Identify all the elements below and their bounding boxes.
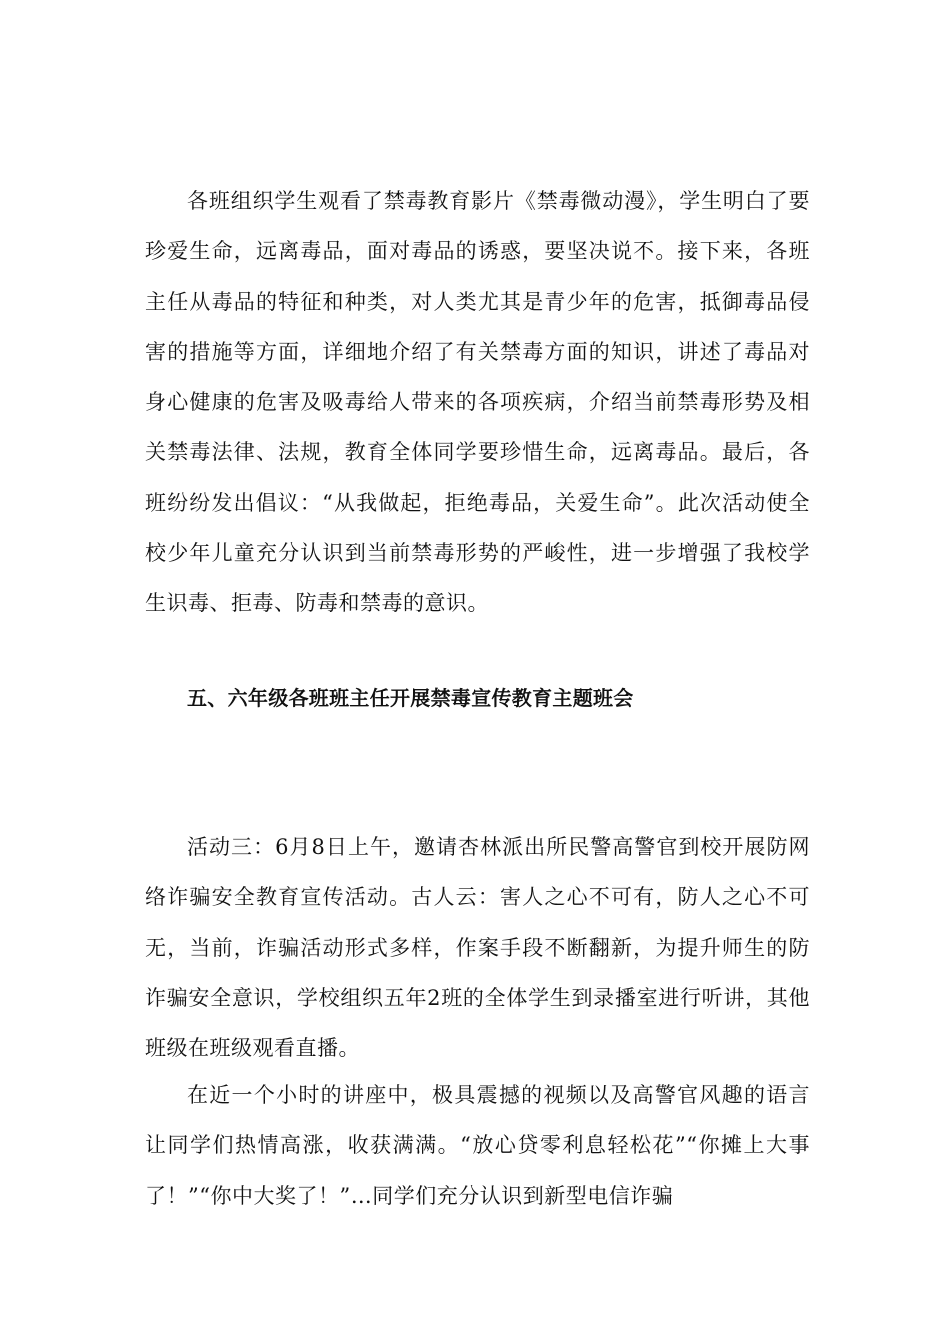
section-heading: 五、六年级各班班主任开展禁毒宣传教育主题班会 (187, 686, 634, 710)
paragraph-anti-drug-film: 各班组织学生观看了禁毒教育影片《禁毒微动漫》，学生明白了要珍爱生命，远离毒品，面对毒品的诱惑，要坚决说不。接下来，各班主任从毒品的特征和种类，对人类尤其是青少年的危害，抵御毒品侵害的措施等方面，详细地介绍了有关禁毒方面的知识，讲述了毒品对身心健康的危害及吸毒给人带来的各项疾病，介绍当前禁毒形势及相关禁毒法律、法规，教育全体同学要珍惜生命，远离毒品。最后，各班纷纷发出倡议：“从我做起，拒绝毒品，关爱生命”。此次活动使全校少年儿童充分认识到当前禁毒形势的严峻性，进一步增强了我校学生识毒、拒毒、防毒和禁毒的意识。 (145, 189, 810, 616)
paragraph-activity-three: 活动三：6月8日上午，邀请杏林派出所民警高警官到校开展防网络诈骗安全教育宣传活动。古人云：害人之心不可有，防人之心不可无，当前，诈骗活动形式多样，作案手段不断翻新，为提升师生的防诈骗安全意识，学校组织五年2班的全体学生到录播室进行听讲，其他班级在班级观看直播。 (145, 835, 810, 1061)
paragraph-lecture: 在近一个小时的讲座中，极具震撼的视频以及高警官风趣的语言让同学们热情高涨，收获满满。“放心贷零利息轻松花”“你摊上大事了！”“你中大奖了！”…同学们充分认识到新型电信诈骗 (145, 1083, 810, 1208)
